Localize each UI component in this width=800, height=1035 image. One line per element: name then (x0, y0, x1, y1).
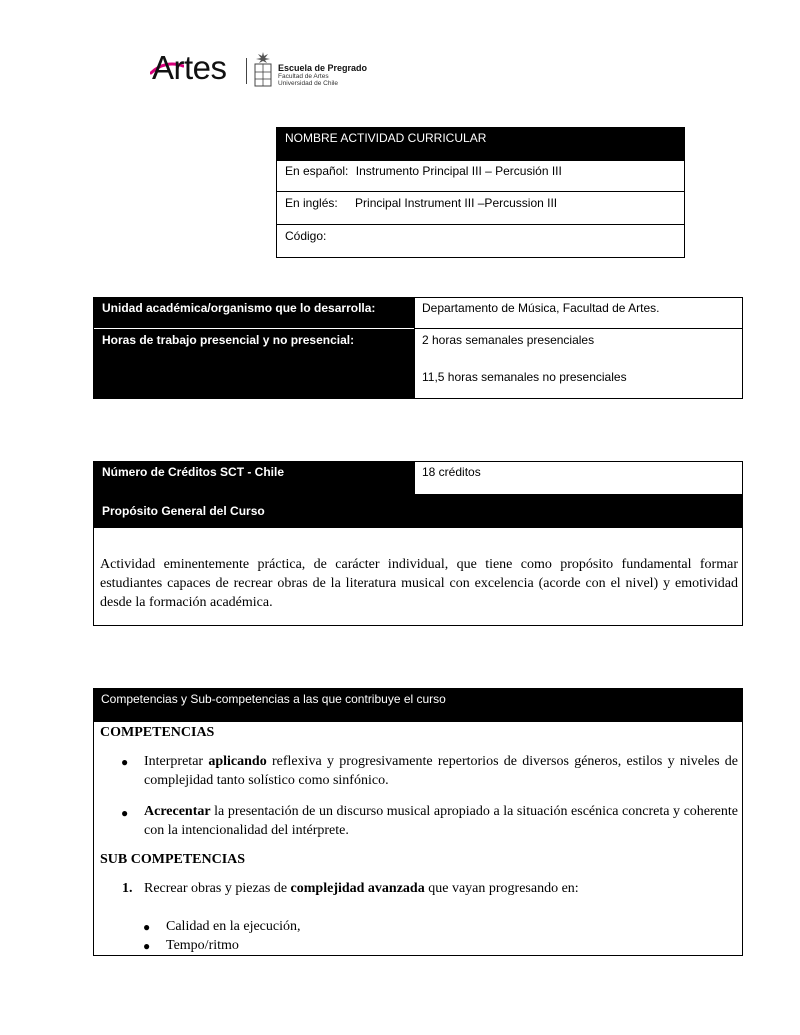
credits-label-text: Número de Créditos SCT - Chile (102, 465, 285, 479)
competencies-header (94, 689, 742, 722)
logo-school-name: Escuela de Pregrado (278, 63, 368, 73)
bullet-icon: ● (143, 939, 151, 953)
sub-item-2: Tempo/ritmo (166, 938, 239, 953)
hours-label: Horas de trabajo presencial y no presencial: (102, 333, 355, 347)
spanish-name-label: En español: (285, 164, 349, 178)
competencies-title: COMPETENCIAS (100, 725, 215, 740)
competency-1-bold: aplicando (208, 754, 267, 769)
english-name-value: Principal Instrument III –Percussion III (355, 196, 558, 210)
unit-labels-column (94, 298, 414, 398)
logo-faculty: Facultad de Artes (278, 73, 329, 80)
purpose-header (94, 494, 742, 528)
header-logo (152, 46, 392, 90)
activity-name-table (276, 127, 685, 258)
activity-name-header (277, 128, 684, 161)
bullet-icon: ● (143, 920, 151, 934)
spanish-name-row (285, 164, 680, 179)
code-label: Código: (285, 229, 327, 243)
bullet-icon: ● (121, 806, 129, 820)
sub-competencies-title: SUB COMPETENCIAS (100, 852, 246, 867)
competency-1 (144, 752, 738, 790)
competency-1-post: reflexiva y progresivamente repertorios de diversos géneros, estilos y niveles de complejidad tanto solístico como sinfónico. (144, 754, 739, 788)
sub-competency-1-bold: complejidad avanzada (290, 881, 425, 896)
logo-wordmark: Artes (152, 49, 227, 86)
sub-competency-1-pre: Recrear obras y piezas de (144, 881, 288, 896)
competency-2-post: la presentación de un discurso musical apropiado a la situación escénica concreta y coherente con la intencionalidad del intérprete. (144, 804, 738, 838)
unit-value: Departamento de Música, Facultad de Artes. (422, 301, 660, 315)
competencies-table (93, 688, 743, 956)
sub-competency-1 (144, 879, 738, 898)
sub-competency-1-post: que vayan progresando en: (428, 881, 579, 896)
english-name-row (285, 196, 680, 211)
university-seal-icon (252, 52, 274, 88)
competency-2-bold: Acrecentar (144, 804, 211, 819)
credits-purpose-table (93, 461, 743, 626)
logo-university: Universidad de Chile (278, 80, 338, 87)
spanish-name-value: Instrumento Principal III – Percusión III (355, 164, 562, 178)
sub-item-1: Calidad en la ejecución, (166, 919, 301, 934)
unit-table (93, 297, 743, 399)
credits-label (94, 462, 414, 495)
sub-competency-1-number: 1. (122, 881, 133, 896)
purpose-text: Actividad eminentemente práctica, de carácter individual, que tiene como propósito fundamental formar estudiantes capaces de recrear obras de la literatura musical con excelencia (acorde con el nivel) y emotividad desde la formación académica. (100, 557, 738, 610)
credits-value: 18 créditos (422, 465, 481, 479)
unit-label: Unidad académica/organismo que lo desarrolla: (102, 301, 376, 315)
hours-value-no-presencial: 11,5 horas semanales no presenciales (422, 370, 627, 384)
competency-2 (144, 802, 738, 840)
competencies-header-text: Competencias y Sub-competencias a las que contribuye el curso (101, 692, 446, 706)
purpose-header-text: Propósito General del Curso (102, 504, 265, 518)
english-name-label: En inglés: (285, 196, 338, 210)
hours-value-presencial: 2 horas semanales presenciales (422, 333, 595, 347)
activity-name-header-text: NOMBRE ACTIVIDAD CURRICULAR (285, 131, 487, 145)
bullet-icon: ● (121, 755, 129, 769)
code-row (285, 229, 680, 244)
competency-1-pre: Interpretar (144, 754, 204, 769)
logo-divider (246, 58, 247, 84)
